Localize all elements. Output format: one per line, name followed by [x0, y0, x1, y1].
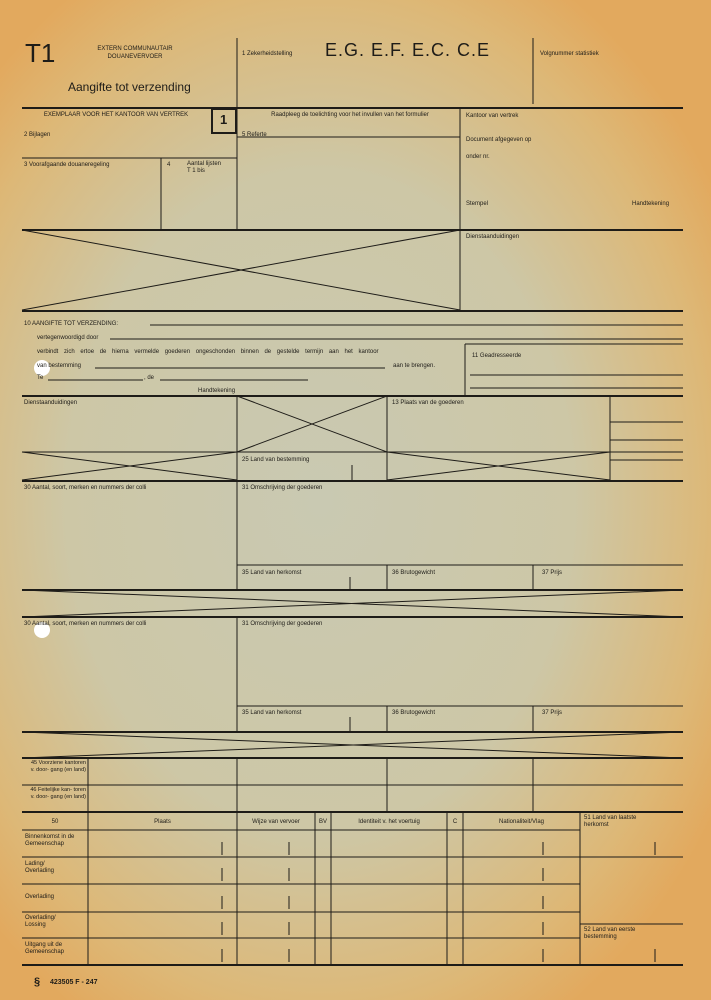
box30-label: 30 Aantal, soort, merken en nummers der colli	[24, 621, 147, 627]
print-code: 423505 F - 247	[50, 979, 98, 986]
row-label-loading: Lading/ Overlading	[25, 861, 55, 874]
place-label: Te	[37, 375, 44, 381]
box31-label: 31 Omschrijving der goederen	[242, 621, 323, 627]
commitment-text: verbindt zich ertoe de hierna vermelde goederen ongeschonden binnen de gestelde termijn aan het kantoor	[37, 349, 379, 355]
box11-label: 11 Geadresseerde	[472, 353, 522, 359]
transport-type-line2: DOUANEVERVOER	[107, 54, 163, 60]
row-label-transshipment: Overlading	[25, 894, 55, 900]
box35-label: 35 Land van herkomst	[242, 710, 302, 716]
document-issued-label: Document afgegeven op	[466, 137, 532, 143]
col-header-transport-mode: Wijze van vervoer	[252, 819, 300, 825]
deliver-label: aan te brengen.	[393, 363, 436, 369]
date-label: , de	[144, 375, 155, 381]
box1-label: 1 Zekerheidstelling	[242, 51, 293, 57]
copy-number: 1	[220, 112, 228, 127]
box52-label: 52 Land van eerste bestemming	[584, 927, 636, 940]
box4-number: 4	[167, 162, 171, 168]
copy-label: EXEMPLAAR VOOR HET KANTOOR VAN VERTREK	[43, 112, 189, 118]
box46-label: 46 Feitelijke kan- toren v. door- gang (en land)	[30, 787, 86, 800]
box2-label: 2 Bijlagen	[24, 132, 51, 138]
row-label-exit: Uitgang uit de Gemeenschap	[25, 942, 65, 955]
box4-label: Aantal lijsten T 1 bis	[187, 161, 222, 174]
box37-label: 37 Prijs	[542, 570, 563, 576]
box25-label: 25 Land van bestemming	[242, 457, 310, 463]
col-header-nationality: Nationaliteit/Vlag	[498, 819, 545, 825]
box5-label: 5 Referte	[242, 132, 267, 138]
under-no-label: onder nr.	[466, 154, 490, 160]
col-header-vehicle-id: Identiteit v. het voertuig	[358, 819, 420, 825]
transport-type	[95, 45, 175, 61]
form-title: Aangifte tot verzending	[68, 80, 191, 94]
row-label-unloading: Overlading/ Lossing	[25, 915, 56, 928]
box30-label: 30 Aantal, soort, merken en nummers der colli	[24, 485, 147, 491]
departure-office-label: Kantoor van vertrek	[466, 113, 519, 119]
box36-label: 36 Brutogewicht	[392, 570, 436, 576]
consult-note: Raadpleeg de toelichting voor het invullen van het formulier	[271, 112, 429, 118]
printer-mark-icon: §	[34, 976, 41, 988]
box31-label: 31 Omschrijving der goederen	[242, 485, 323, 491]
box3-label: 3 Voorafgaande douaneregeling	[24, 162, 110, 168]
statistic-number-label: Volgnummer statistiek	[540, 51, 599, 57]
signature-label: Handtekening	[632, 201, 670, 207]
represented-by-label: vertegenwoordigd door	[37, 335, 99, 341]
row-label-entry: Binnenkomst in de Gemeenschap	[25, 834, 75, 847]
country-codes: E.G. E.F. E.C. C.E	[325, 40, 491, 60]
box10-label: 10 AANGIFTE TOT VERZENDING:	[24, 321, 119, 327]
service-notes2-label: Dienstaanduidingen	[24, 400, 78, 406]
col-header-place: Plaats	[154, 819, 171, 825]
col-header-50: 50	[51, 819, 59, 825]
signature2-label: Handtekening	[198, 388, 236, 394]
box36-label: 36 Brutogewicht	[392, 710, 436, 716]
form-code: T1	[25, 38, 56, 68]
box37-label: 37 Prijs	[542, 710, 563, 716]
col-header-c: C	[452, 819, 458, 825]
col-header-bv: BV	[318, 819, 327, 825]
box13-label: 13 Plaats van de goederen	[392, 400, 464, 406]
stamp-label: Stempel	[466, 201, 489, 207]
transport-type-line1: EXTERN COMMUNAUTAIR	[97, 46, 173, 52]
destination-label: van bestemming	[37, 363, 82, 369]
box45-label: 45 Voorziene kantoren v. door- gang (en land)	[30, 760, 86, 773]
box51-label: 51 Land van laatste herkomst	[584, 815, 637, 828]
box35-label: 35 Land van herkomst	[242, 570, 302, 576]
service-notes-label: Dienstaanduidingen	[466, 234, 520, 240]
